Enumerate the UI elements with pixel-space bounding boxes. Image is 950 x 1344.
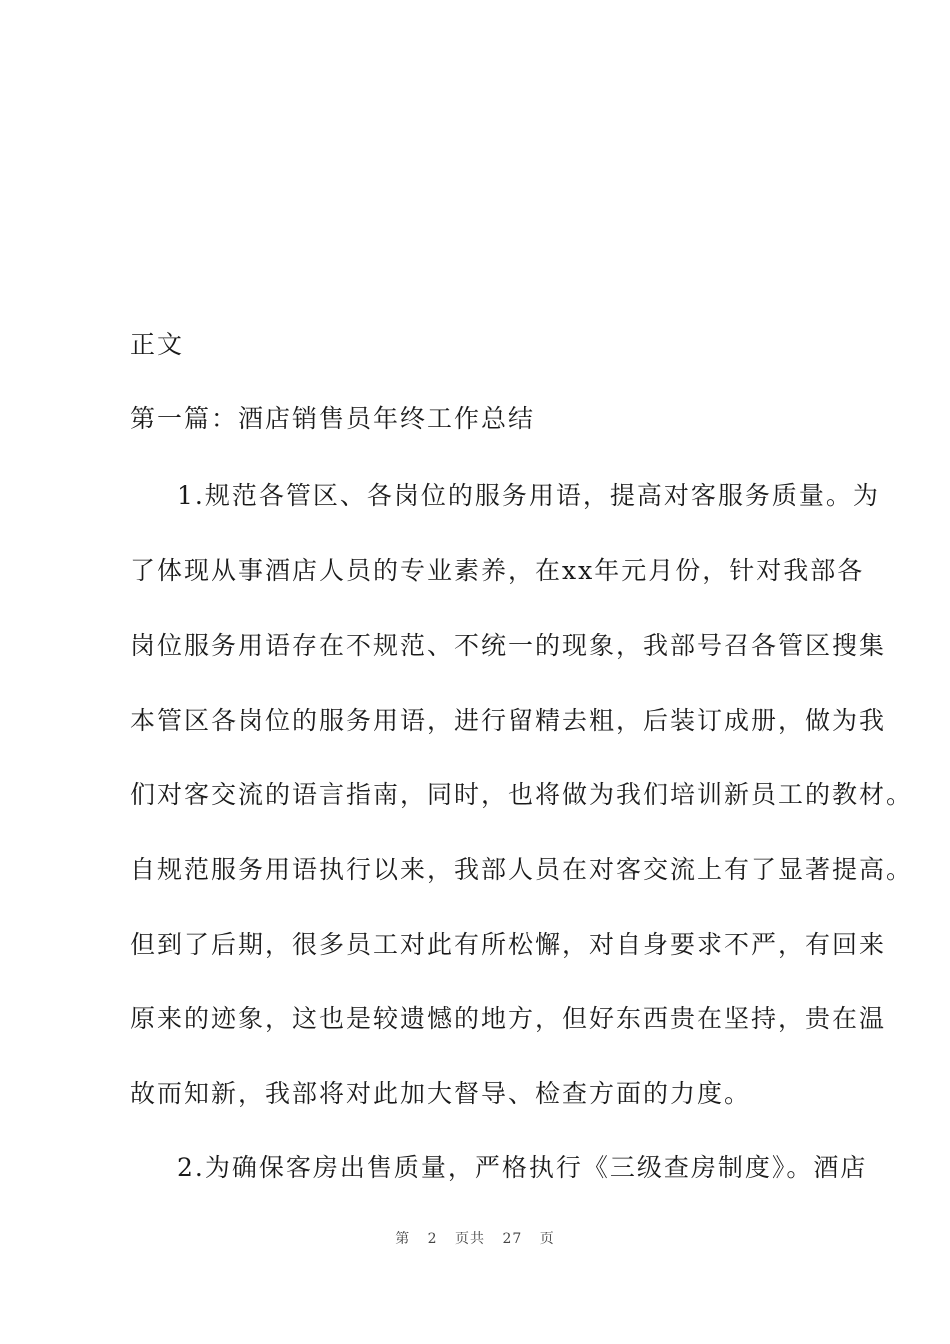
paragraph-line-7: 但到了后期，很多员工对此有所松懈，对自身要求不严，有回来: [130, 930, 887, 959]
page-number-footer: [0, 1228, 950, 1248]
paragraph-line-5: 们对客交流的语言指南，同时，也将做为我们培训新员工的教材。: [130, 780, 914, 809]
body-heading: 正文: [130, 330, 185, 359]
footer-suffix: 页: [539, 1231, 555, 1247]
paragraph-line-4: 本管区各岗位的服务用语，进行留精去粗，后装订成册，做为我: [130, 706, 887, 735]
paragraph-line-8: 原来的迹象，这也是较遗憾的地方，但好东西贵在坚持，贵在温: [130, 1004, 887, 1033]
footer-current-page: 2: [427, 1231, 438, 1247]
footer-prefix: 第: [395, 1231, 411, 1247]
section-title: 第一篇：酒店销售员年终工作总结: [130, 404, 536, 433]
paragraph-line-9: 故而知新，我部将对此加大督导、检查方面的力度。: [130, 1079, 752, 1108]
paragraph-line-10: 2.为确保客房出售质量，严格执行《三级查房制度》。酒店: [177, 1153, 868, 1182]
paragraph-line-1: 1.规范各管区、各岗位的服务用语，提高对客服务质量。为: [177, 481, 880, 510]
paragraph-line-2: 了体现从事酒店人员的专业素养，在xx年元月份，针对我部各: [130, 556, 865, 585]
paragraph-line-6: 自规范服务用语执行以来，我部人员在对客交流上有了显著提高。: [130, 855, 914, 884]
footer-total-pages: 27: [502, 1231, 523, 1247]
paragraph-line-3: 岗位服务用语存在不规范、不统一的现象，我部号召各管区搜集: [130, 631, 887, 660]
footer-middle: 页共: [455, 1231, 486, 1247]
